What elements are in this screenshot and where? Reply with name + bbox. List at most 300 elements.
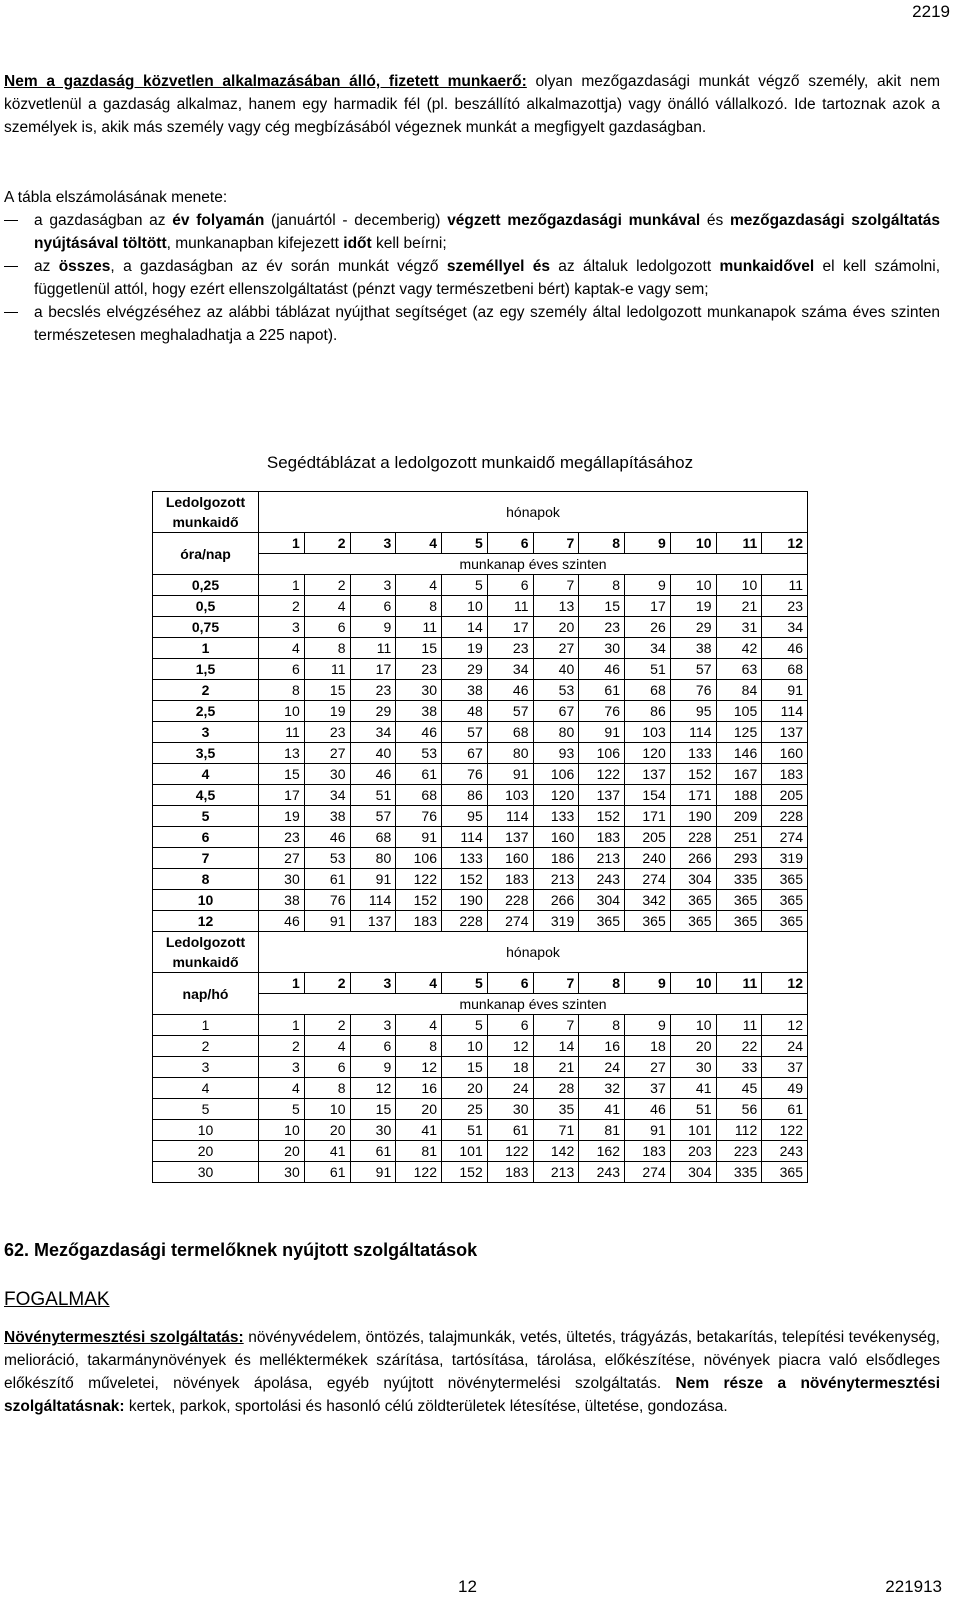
table-cell: 1 (259, 575, 305, 596)
table-row (153, 764, 808, 785)
table-row (153, 596, 808, 617)
table-cell: 10 (670, 1015, 716, 1036)
table-cell: 251 (716, 827, 762, 848)
table-cell: 20 (259, 1141, 305, 1162)
header-workdays-yearly: munkanap éves szinten (259, 994, 808, 1015)
table-cell: 160 (533, 827, 579, 848)
table-cell: 319 (533, 911, 579, 932)
method-text-segment: (januártól - decemberig) (264, 212, 448, 229)
table-cell: 91 (350, 1162, 396, 1183)
row-label: 1,5 (153, 659, 259, 680)
table-cell: 37 (762, 1057, 808, 1078)
table-cell: 365 (625, 911, 671, 932)
table-cell: 10 (259, 1120, 305, 1141)
table-cell: 71 (533, 1120, 579, 1141)
table-cell: 171 (625, 806, 671, 827)
table-cell: 57 (442, 722, 488, 743)
table-cell: 86 (442, 785, 488, 806)
table-cell: 46 (350, 764, 396, 785)
table-cell: 76 (442, 764, 488, 785)
table-cell: 76 (579, 701, 625, 722)
table-cell: 9 (625, 575, 671, 596)
table-cell: 91 (350, 869, 396, 890)
table-cell: 205 (762, 785, 808, 806)
method-text-segment: kell beírni; (371, 235, 447, 252)
month-number: 7 (533, 973, 579, 994)
table-cell: 68 (625, 680, 671, 701)
table-cell: 319 (762, 848, 808, 869)
table-cell: 91 (625, 1120, 671, 1141)
table-cell: 6 (487, 575, 533, 596)
table-cell: 46 (625, 1099, 671, 1120)
table-cell: 27 (625, 1057, 671, 1078)
table-cell: 20 (396, 1099, 442, 1120)
table-row (153, 680, 808, 701)
table-cell: 19 (442, 638, 488, 659)
footer-code: 221913 (885, 1577, 942, 1596)
table-cell: 183 (579, 827, 625, 848)
table-cell: 41 (579, 1099, 625, 1120)
table-cell: 91 (487, 764, 533, 785)
table-cell: 8 (396, 596, 442, 617)
table-cell: 3 (350, 575, 396, 596)
table-cell: 67 (533, 701, 579, 722)
table-cell: 10 (716, 575, 762, 596)
table-cell: 1 (259, 1015, 305, 1036)
table-cell: 45 (716, 1078, 762, 1099)
table-cell: 48 (442, 701, 488, 722)
table-cell: 152 (442, 869, 488, 890)
row-label: 1 (153, 638, 259, 659)
row-label: 12 (153, 911, 259, 932)
table-cell: 20 (670, 1036, 716, 1057)
table-row (153, 1036, 808, 1057)
table-cell: 19 (670, 596, 716, 617)
table-cell: 228 (762, 806, 808, 827)
month-number: 8 (579, 973, 625, 994)
table-cell: 114 (350, 890, 396, 911)
table-cell: 4 (304, 596, 350, 617)
month-number: 5 (442, 533, 488, 554)
table-cell: 133 (533, 806, 579, 827)
table-cell: 76 (304, 890, 350, 911)
month-number: 5 (442, 973, 488, 994)
month-number: 9 (625, 973, 671, 994)
table-cell: 125 (716, 722, 762, 743)
table-cell: 38 (304, 806, 350, 827)
month-number: 3 (350, 533, 396, 554)
month-number: 6 (487, 533, 533, 554)
table-cell: 19 (304, 701, 350, 722)
table-cell: 24 (579, 1057, 625, 1078)
table-cell: 335 (716, 869, 762, 890)
table-cell: 7 (533, 1015, 579, 1036)
table-cell: 106 (579, 743, 625, 764)
table-cell: 51 (350, 785, 396, 806)
table-cell: 17 (259, 785, 305, 806)
month-number: 6 (487, 973, 533, 994)
table-cell: 183 (762, 764, 808, 785)
table-cell: 186 (533, 848, 579, 869)
table-cell: 6 (487, 1015, 533, 1036)
table-cell: 133 (670, 743, 716, 764)
table-cell: 205 (625, 827, 671, 848)
table-cell: 12 (762, 1015, 808, 1036)
table-cell: 29 (442, 659, 488, 680)
table-cell: 5 (442, 575, 488, 596)
month-number: 10 (670, 973, 716, 994)
method-heading: A tábla elszámolásának menete: (4, 189, 228, 206)
table-row (153, 827, 808, 848)
table-cell: 34 (487, 659, 533, 680)
method-text-segment: a gazdaságban az (34, 212, 173, 229)
table-cell: 266 (670, 848, 716, 869)
table-cell: 30 (259, 1162, 305, 1183)
table-row (153, 911, 808, 932)
table-cell: 61 (304, 1162, 350, 1183)
table-cell: 76 (396, 806, 442, 827)
table-cell: 228 (442, 911, 488, 932)
table-row (153, 617, 808, 638)
table-cell: 365 (670, 911, 716, 932)
table-cell: 35 (533, 1099, 579, 1120)
definition-text: növényvédelem, öntözés, talajmunkák, vetés, ültetés, trágyázás, betakarítás, telepítési tevékenység, melioráció, takarmánynövények és melléktermékek szárítása, tartósítása, tárolása, előkészítése, növények piacra való elsődleges előkészítő műveletei, növények ápolása, egyéb nyújtott növénytermelési szolgáltatás. (4, 1329, 940, 1392)
table-cell: 4 (396, 1015, 442, 1036)
table-cell: 32 (579, 1078, 625, 1099)
table-cell: 106 (396, 848, 442, 869)
table-cell: 213 (533, 1162, 579, 1183)
table-cell: 209 (716, 806, 762, 827)
table-cell: 2 (259, 1036, 305, 1057)
month-number: 1 (259, 973, 305, 994)
table-cell: 67 (442, 743, 488, 764)
table-cell: 95 (670, 701, 716, 722)
table-cell: 38 (396, 701, 442, 722)
table-cell: 122 (579, 764, 625, 785)
table-cell: 103 (625, 722, 671, 743)
table-cell: 34 (350, 722, 396, 743)
table-cell: 17 (487, 617, 533, 638)
table-cell: 23 (350, 680, 396, 701)
table-cell: 9 (350, 1057, 396, 1078)
table-cell: 20 (533, 617, 579, 638)
table-cell: 122 (762, 1120, 808, 1141)
table-cell: 183 (487, 1162, 533, 1183)
table-cell: 29 (670, 617, 716, 638)
table-cell: 51 (670, 1099, 716, 1120)
table-cell: 20 (442, 1078, 488, 1099)
table-cell: 51 (625, 659, 671, 680)
table-row (153, 1120, 808, 1141)
table-cell: 11 (304, 659, 350, 680)
table-cell: 167 (716, 764, 762, 785)
dash-bullet-icon (4, 266, 18, 267)
table-cell: 243 (762, 1141, 808, 1162)
table-cell: 51 (442, 1120, 488, 1141)
table-cell: 3 (259, 1057, 305, 1078)
definition-paragraph (4, 1326, 940, 1418)
row-label: 10 (153, 890, 259, 911)
method-text-segment: az (34, 258, 59, 275)
table-cell: 120 (533, 785, 579, 806)
table-cell: 137 (579, 785, 625, 806)
dash-bullet-icon (4, 312, 18, 313)
table-cell: 11 (487, 596, 533, 617)
table-cell: 30 (350, 1120, 396, 1141)
table-cell: 274 (487, 911, 533, 932)
table-cell: 61 (487, 1120, 533, 1141)
header-unit-hours: óra/nap (153, 533, 259, 575)
table-cell: 12 (396, 1057, 442, 1078)
table-cell: 154 (625, 785, 671, 806)
table-row (153, 659, 808, 680)
table-cell: 19 (259, 806, 305, 827)
table-cell: 15 (579, 596, 625, 617)
table-cell: 30 (670, 1057, 716, 1078)
table-cell: 53 (304, 848, 350, 869)
table-cell: 10 (670, 575, 716, 596)
month-number: 3 (350, 973, 396, 994)
table-cell: 114 (762, 701, 808, 722)
table-cell: 274 (625, 869, 671, 890)
table-cell: 103 (487, 785, 533, 806)
table-cell: 162 (579, 1141, 625, 1162)
header-months: hónapok (259, 932, 808, 973)
row-label: 3 (153, 722, 259, 743)
table-row (153, 701, 808, 722)
table-cell: 23 (396, 659, 442, 680)
table-cell: 146 (716, 743, 762, 764)
table-cell: 93 (533, 743, 579, 764)
table-cell: 152 (670, 764, 716, 785)
table-cell: 8 (579, 1015, 625, 1036)
table-cell: 56 (716, 1099, 762, 1120)
table-cell: 21 (716, 596, 762, 617)
table-cell: 304 (579, 890, 625, 911)
table-row (153, 1141, 808, 1162)
table-cell: 8 (259, 680, 305, 701)
table-cell: 4 (259, 1078, 305, 1099)
table-cell: 41 (396, 1120, 442, 1141)
table-cell: 7 (533, 575, 579, 596)
table-cell: 61 (350, 1141, 396, 1162)
table-cell: 365 (762, 890, 808, 911)
table-cell: 10 (259, 701, 305, 722)
table-cell: 27 (533, 638, 579, 659)
table-cell: 183 (396, 911, 442, 932)
table-cell: 84 (716, 680, 762, 701)
table-cell: 11 (716, 1015, 762, 1036)
table-cell: 30 (304, 764, 350, 785)
intro-paragraph (4, 70, 940, 139)
table-row (153, 743, 808, 764)
method-text-segment: év folyamán (172, 212, 265, 229)
table-cell: 63 (716, 659, 762, 680)
table-cell: 34 (304, 785, 350, 806)
section-title: 62. Mezőgazdasági termelőknek nyújtott szolgáltatások (4, 1240, 478, 1260)
month-number: 11 (716, 973, 762, 994)
table-cell: 15 (442, 1057, 488, 1078)
method-text-segment: időt (343, 235, 372, 252)
footer-page: 12 (458, 1577, 477, 1596)
table-cell: 23 (487, 638, 533, 659)
month-number: 7 (533, 533, 579, 554)
table-cell: 10 (442, 596, 488, 617)
table-cell: 24 (487, 1078, 533, 1099)
table-cell: 31 (716, 617, 762, 638)
table-cell: 91 (304, 911, 350, 932)
table-cell: 22 (716, 1036, 762, 1057)
table-cell: 76 (670, 680, 716, 701)
table-cell: 6 (350, 1036, 396, 1057)
table-cell: 24 (762, 1036, 808, 1057)
table-cell: 365 (762, 869, 808, 890)
table-cell: 40 (533, 659, 579, 680)
table-cell: 3 (350, 1015, 396, 1036)
table-cell: 160 (487, 848, 533, 869)
table-row (153, 806, 808, 827)
table-cell: 137 (625, 764, 671, 785)
table-cell: 11 (396, 617, 442, 638)
table-cell: 213 (533, 869, 579, 890)
table-cell: 5 (442, 1015, 488, 1036)
table-cell: 25 (442, 1099, 488, 1120)
row-label: 0,75 (153, 617, 259, 638)
table-caption: Segédtáblázat a ledolgozott munkaidő megállapításához (266, 453, 694, 472)
table-cell: 18 (625, 1036, 671, 1057)
table-cell: 365 (716, 890, 762, 911)
table-cell: 86 (625, 701, 671, 722)
table-cell: 91 (396, 827, 442, 848)
table-cell: 23 (579, 617, 625, 638)
table-cell: 304 (670, 869, 716, 890)
row-label: 2 (153, 680, 259, 701)
table-cell: 152 (442, 1162, 488, 1183)
month-number: 9 (625, 533, 671, 554)
table-cell: 122 (396, 869, 442, 890)
table-cell: 23 (762, 596, 808, 617)
table-cell: 57 (350, 806, 396, 827)
table-row (153, 785, 808, 806)
table-row (153, 1078, 808, 1099)
table-cell: 68 (350, 827, 396, 848)
table-cell: 203 (670, 1141, 716, 1162)
table-cell: 190 (442, 890, 488, 911)
table-cell: 53 (396, 743, 442, 764)
method-text-segment: munkaidővel (719, 258, 815, 275)
intro-term: Nem a gazdaság közvetlen alkalmazásában álló, fizetett munkaerő: (4, 73, 527, 90)
table-cell: 33 (716, 1057, 762, 1078)
table-cell: 81 (396, 1141, 442, 1162)
table-cell: 10 (304, 1099, 350, 1120)
table-cell: 91 (579, 722, 625, 743)
table-cell: 2 (304, 1015, 350, 1036)
table-cell: 28 (533, 1078, 579, 1099)
table-cell: 133 (442, 848, 488, 869)
table-cell: 365 (762, 911, 808, 932)
method-text-segment: a becslés elvégzéséhez az alábbi táblázat nyújthat segítséget (az egy személy által ledolgozott munkanapok száma éves szinten természetesen meghaladhatja a 225 napot). (34, 304, 940, 344)
table-cell: 38 (442, 680, 488, 701)
table-cell: 11 (259, 722, 305, 743)
table-cell: 2 (304, 575, 350, 596)
table-cell: 11 (350, 638, 396, 659)
table-cell: 23 (259, 827, 305, 848)
month-number: 2 (304, 533, 350, 554)
table-cell: 106 (533, 764, 579, 785)
table-cell: 46 (579, 659, 625, 680)
table-cell: 101 (670, 1120, 716, 1141)
header-worked-time: Ledolgozott munkaidő (153, 492, 259, 533)
method-text-segment: összes (58, 258, 111, 275)
table-cell: 152 (396, 890, 442, 911)
month-number: 11 (716, 533, 762, 554)
table-cell: 122 (396, 1162, 442, 1183)
table-cell: 223 (716, 1141, 762, 1162)
table-cell: 114 (487, 806, 533, 827)
method-text-segment: mezőgazdasági szolgáltatás nyújtásával töltött (34, 212, 940, 252)
method-text-segment: el kell számolni, függetlenül attól, hogy ezért ellenszolgáltatást (pénzt vagy természetbeni bért) kaptak-e vagy sem; (34, 258, 941, 298)
table-cell: 68 (762, 659, 808, 680)
table-cell: 27 (259, 848, 305, 869)
table-cell: 15 (350, 1099, 396, 1120)
table-cell: 38 (670, 638, 716, 659)
row-label: 0,25 (153, 575, 259, 596)
table-row (153, 575, 808, 596)
month-number: 8 (579, 533, 625, 554)
row-label: 0,5 (153, 596, 259, 617)
table-cell: 46 (396, 722, 442, 743)
table-cell: 152 (579, 806, 625, 827)
table-cell: 29 (350, 701, 396, 722)
table-cell: 5 (259, 1099, 305, 1120)
table-cell: 365 (579, 911, 625, 932)
table-cell: 2 (259, 596, 305, 617)
row-label: 4 (153, 1078, 259, 1099)
table-cell: 3 (259, 617, 305, 638)
table-cell: 105 (716, 701, 762, 722)
table-cell: 274 (625, 1162, 671, 1183)
month-number: 10 (670, 533, 716, 554)
method-text-segment: az általuk ledolgozott (549, 258, 720, 275)
table-cell: 6 (304, 617, 350, 638)
intro-text: olyan mezőgazdasági munkát végző személy, akit nem közvetlenül a gazdaság alkalmaz, hanem egy harmadik fél (pl. beszállító alkalmazottja) vagy önálló vállalkozó. Ide tartoznak azok a személyek is, akik más személy vagy cég megbízásából végeznek munkát a megfigyelt gazdaságban. (4, 73, 941, 136)
table-cell: 13 (533, 596, 579, 617)
table-cell: 17 (350, 659, 396, 680)
table-cell: 6 (259, 659, 305, 680)
table-cell: 53 (533, 680, 579, 701)
table-cell: 266 (533, 890, 579, 911)
table-cell: 142 (533, 1141, 579, 1162)
definition-term: Növénytermesztési szolgáltatás: (4, 1329, 244, 1346)
table-cell: 46 (259, 911, 305, 932)
helper-table (152, 491, 808, 1183)
method-list-item (4, 301, 940, 347)
row-label: 4 (153, 764, 259, 785)
table-cell: 57 (487, 701, 533, 722)
table-cell: 61 (762, 1099, 808, 1120)
table-row (153, 1057, 808, 1078)
method-text-segment: személlyel és (446, 258, 550, 275)
table-cell: 40 (350, 743, 396, 764)
table-cell: 228 (487, 890, 533, 911)
table-cell: 30 (259, 869, 305, 890)
table-cell: 160 (762, 743, 808, 764)
table-cell: 228 (670, 827, 716, 848)
definition-exclusion-term: Nem része a növénytermesztési szolgáltatásnak: (4, 1375, 941, 1415)
table-cell: 30 (396, 680, 442, 701)
table-cell: 95 (442, 806, 488, 827)
table-cell: 15 (304, 680, 350, 701)
